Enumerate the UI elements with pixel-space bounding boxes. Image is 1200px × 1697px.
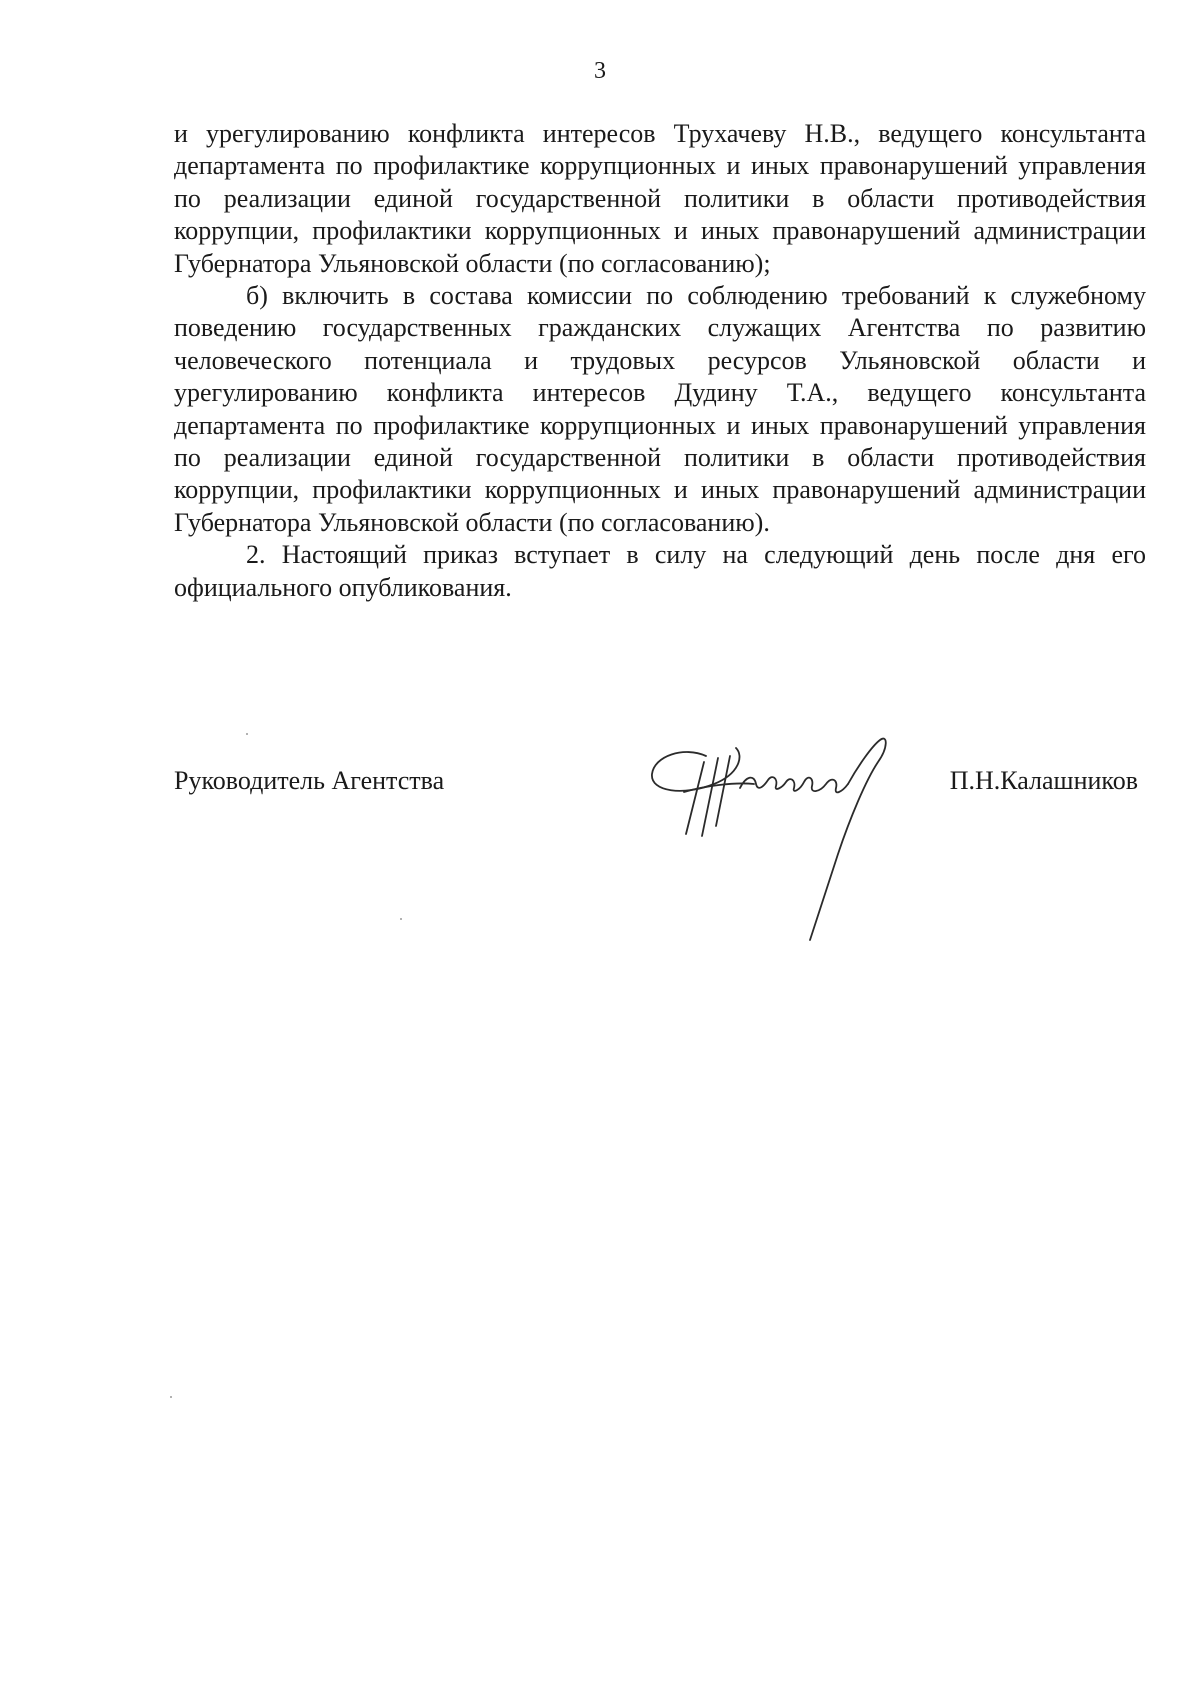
- page-number: 3: [594, 58, 606, 84]
- scan-speck: [246, 733, 248, 735]
- scan-speck: [400, 918, 402, 920]
- document-body: [174, 118, 1146, 604]
- signatory-name: П.Н.Калашников: [949, 766, 1138, 795]
- paragraph-item-b: б) включить в состава комиссии по соблюдению требований к служебному поведению государственных гражданских служащих Агентства по развитию человеческого потенциала и трудовых ресурсов Ульяновской области и урегулированию конфликта интересов Дудину Т.А., ведущего консультанта департамента по профилактике коррупционных и иных правонарушений управления по реализации единой государственной политики в области противодействия коррупции, профилактики коррупционных и иных правонарушений администрации Губернатора Ульяновской области (по согласованию).: [174, 281, 1146, 537]
- signature-block: [174, 760, 1146, 960]
- scan-speck: [170, 1396, 172, 1398]
- signatory-title: Руководитель Агентства: [174, 766, 445, 795]
- paragraph-item-2: 2. Настоящий приказ вступает в силу на следующий день после дня его официального опубликования.: [174, 540, 1146, 602]
- paragraph-continuation: и урегулированию конфликта интересов Трухачеву Н.В., ведущего консультанта департамента по профилактике коррупционных и иных правонарушений управления по реализации единой государственной политики в области противодействия коррупции, профилактики коррупционных и иных правонарушений администрации Губернатора Ульяновской области (по согласованию);: [174, 119, 1146, 278]
- handwritten-signature: [644, 726, 924, 956]
